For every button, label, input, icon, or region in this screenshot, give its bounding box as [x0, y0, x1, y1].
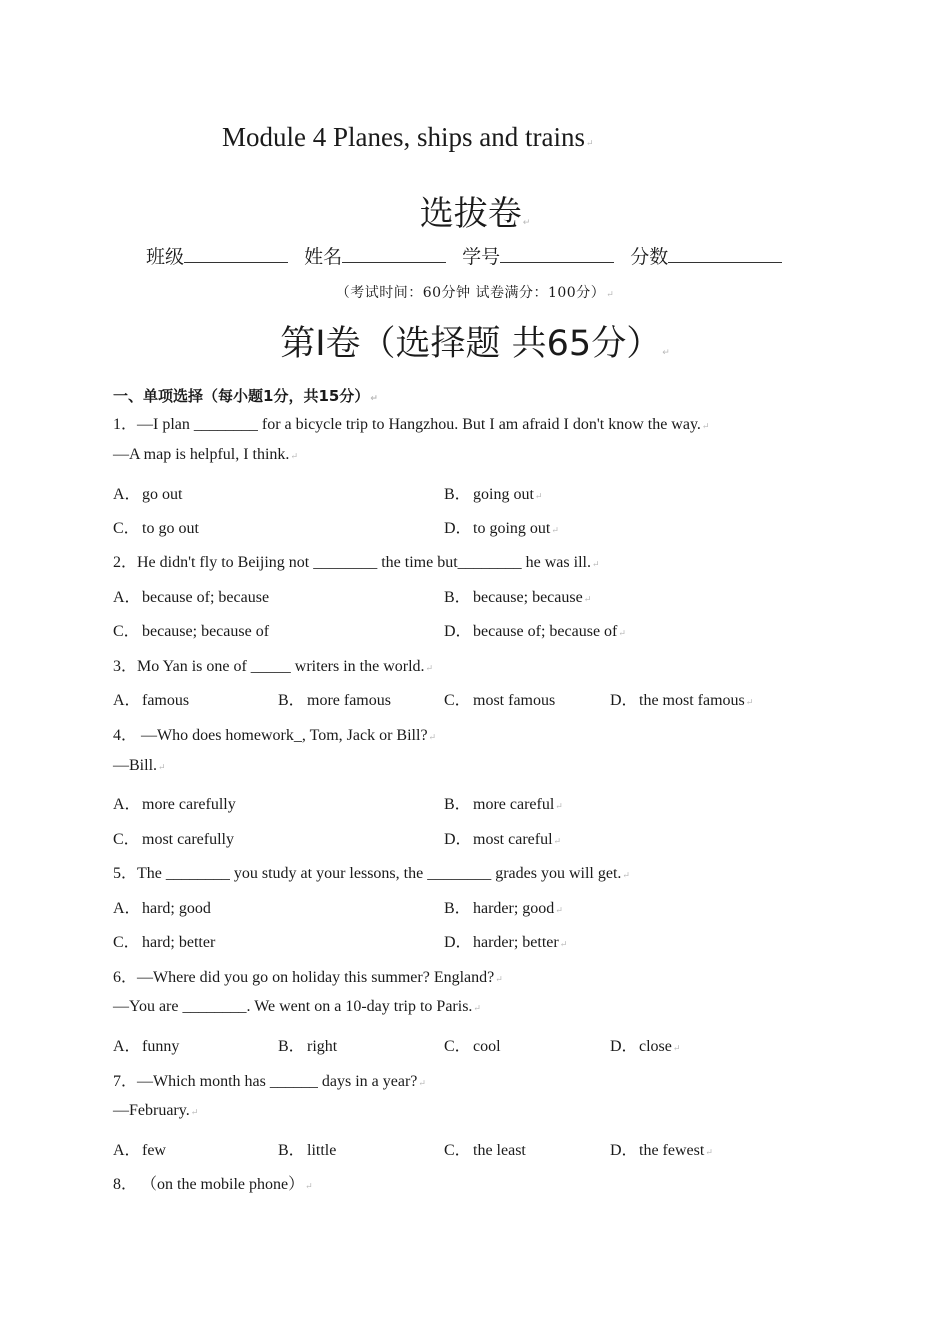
- student-number-field: 学号: [462, 242, 614, 269]
- option-b: B． because; because↵: [444, 589, 592, 606]
- option-c: C． most famous: [444, 692, 556, 709]
- option-c: C． most carefully: [113, 831, 234, 848]
- question-stem: 8． （on the mobile phone）↵: [113, 1176, 313, 1193]
- option-d: D．because of; because of↵: [444, 623, 626, 640]
- class-field: 班级: [146, 242, 288, 269]
- option-c: C． hard; better: [113, 934, 216, 951]
- option-b: B． right: [278, 1038, 338, 1055]
- question-stem: 1．—I plan ________ for a bicycle trip to Hangzhou. But I am afraid I don't know the way.↵: [113, 416, 710, 433]
- option-a: A．go out: [113, 486, 183, 503]
- option-a: A．hard; good: [113, 900, 211, 917]
- option-d: D．most careful↵: [444, 831, 562, 848]
- exam-title: 选拔卷↵: [419, 194, 531, 234]
- question-stem: 6．—Where did you go on holiday this summer? England?↵: [113, 969, 503, 986]
- option-a: A．few: [113, 1142, 166, 1159]
- option-b: B． going out↵: [444, 486, 543, 503]
- student-info-row: [146, 242, 792, 269]
- option-d: D．the fewest↵: [610, 1142, 713, 1159]
- module-title: Module 4 Planes, ships and trains↵: [222, 122, 594, 152]
- exam-note: （考试时间：60分钟 试卷满分：100分）↵: [335, 285, 615, 301]
- question-stem: 2．He didn't fly to Beijing not ________ the time but________ he was ill.↵: [113, 554, 600, 571]
- option-c: C． the least: [444, 1142, 526, 1159]
- question-stem: 5．The ________ you study at your lessons, the ________ grades you will get.↵: [113, 865, 630, 882]
- option-d: D．harder; better↵: [444, 934, 568, 951]
- option-c: C． to go out: [113, 520, 199, 537]
- option-b: B． more famous: [278, 692, 391, 709]
- question-stem: 7．—Which month has ______ days in a year?↵: [113, 1073, 426, 1090]
- option-d: D．close↵: [610, 1038, 681, 1055]
- option-a: A．funny: [113, 1038, 180, 1055]
- option-d: D．the most famous↵: [610, 692, 754, 709]
- option-a: A．because of; because: [113, 589, 270, 606]
- option-a: A．more carefully: [113, 796, 236, 813]
- question-line: —A map is helpful, I think.↵: [113, 446, 298, 463]
- option-c: C． cool: [444, 1038, 501, 1055]
- question-line: —February.↵: [113, 1102, 199, 1119]
- option-a: A．famous: [113, 692, 190, 709]
- question-line: —You are ________. We went on a 10-day trip to Paris.↵: [113, 998, 481, 1015]
- option-b: B． harder; good↵: [444, 900, 563, 917]
- question-stem: 3．Mo Yan is one of _____ writers in the world.↵: [113, 658, 434, 675]
- section-heading: 一、单项选择（每小题1分，共15分）↵: [113, 387, 378, 405]
- question-line: —Bill.↵: [113, 757, 166, 774]
- option-d: D．to going out↵: [444, 520, 559, 537]
- question-stem: 4． —Who does homework_, Tom, Jack or Bill?↵: [113, 727, 437, 744]
- volume-title: 第I卷（选择题 共65分）↵: [280, 324, 670, 364]
- name-field: 姓名: [304, 242, 446, 269]
- option-b: B． more careful↵: [444, 796, 563, 813]
- option-c: C． because; because of: [113, 623, 270, 640]
- option-b: B． little: [278, 1142, 337, 1159]
- score-field: 分数: [630, 242, 782, 269]
